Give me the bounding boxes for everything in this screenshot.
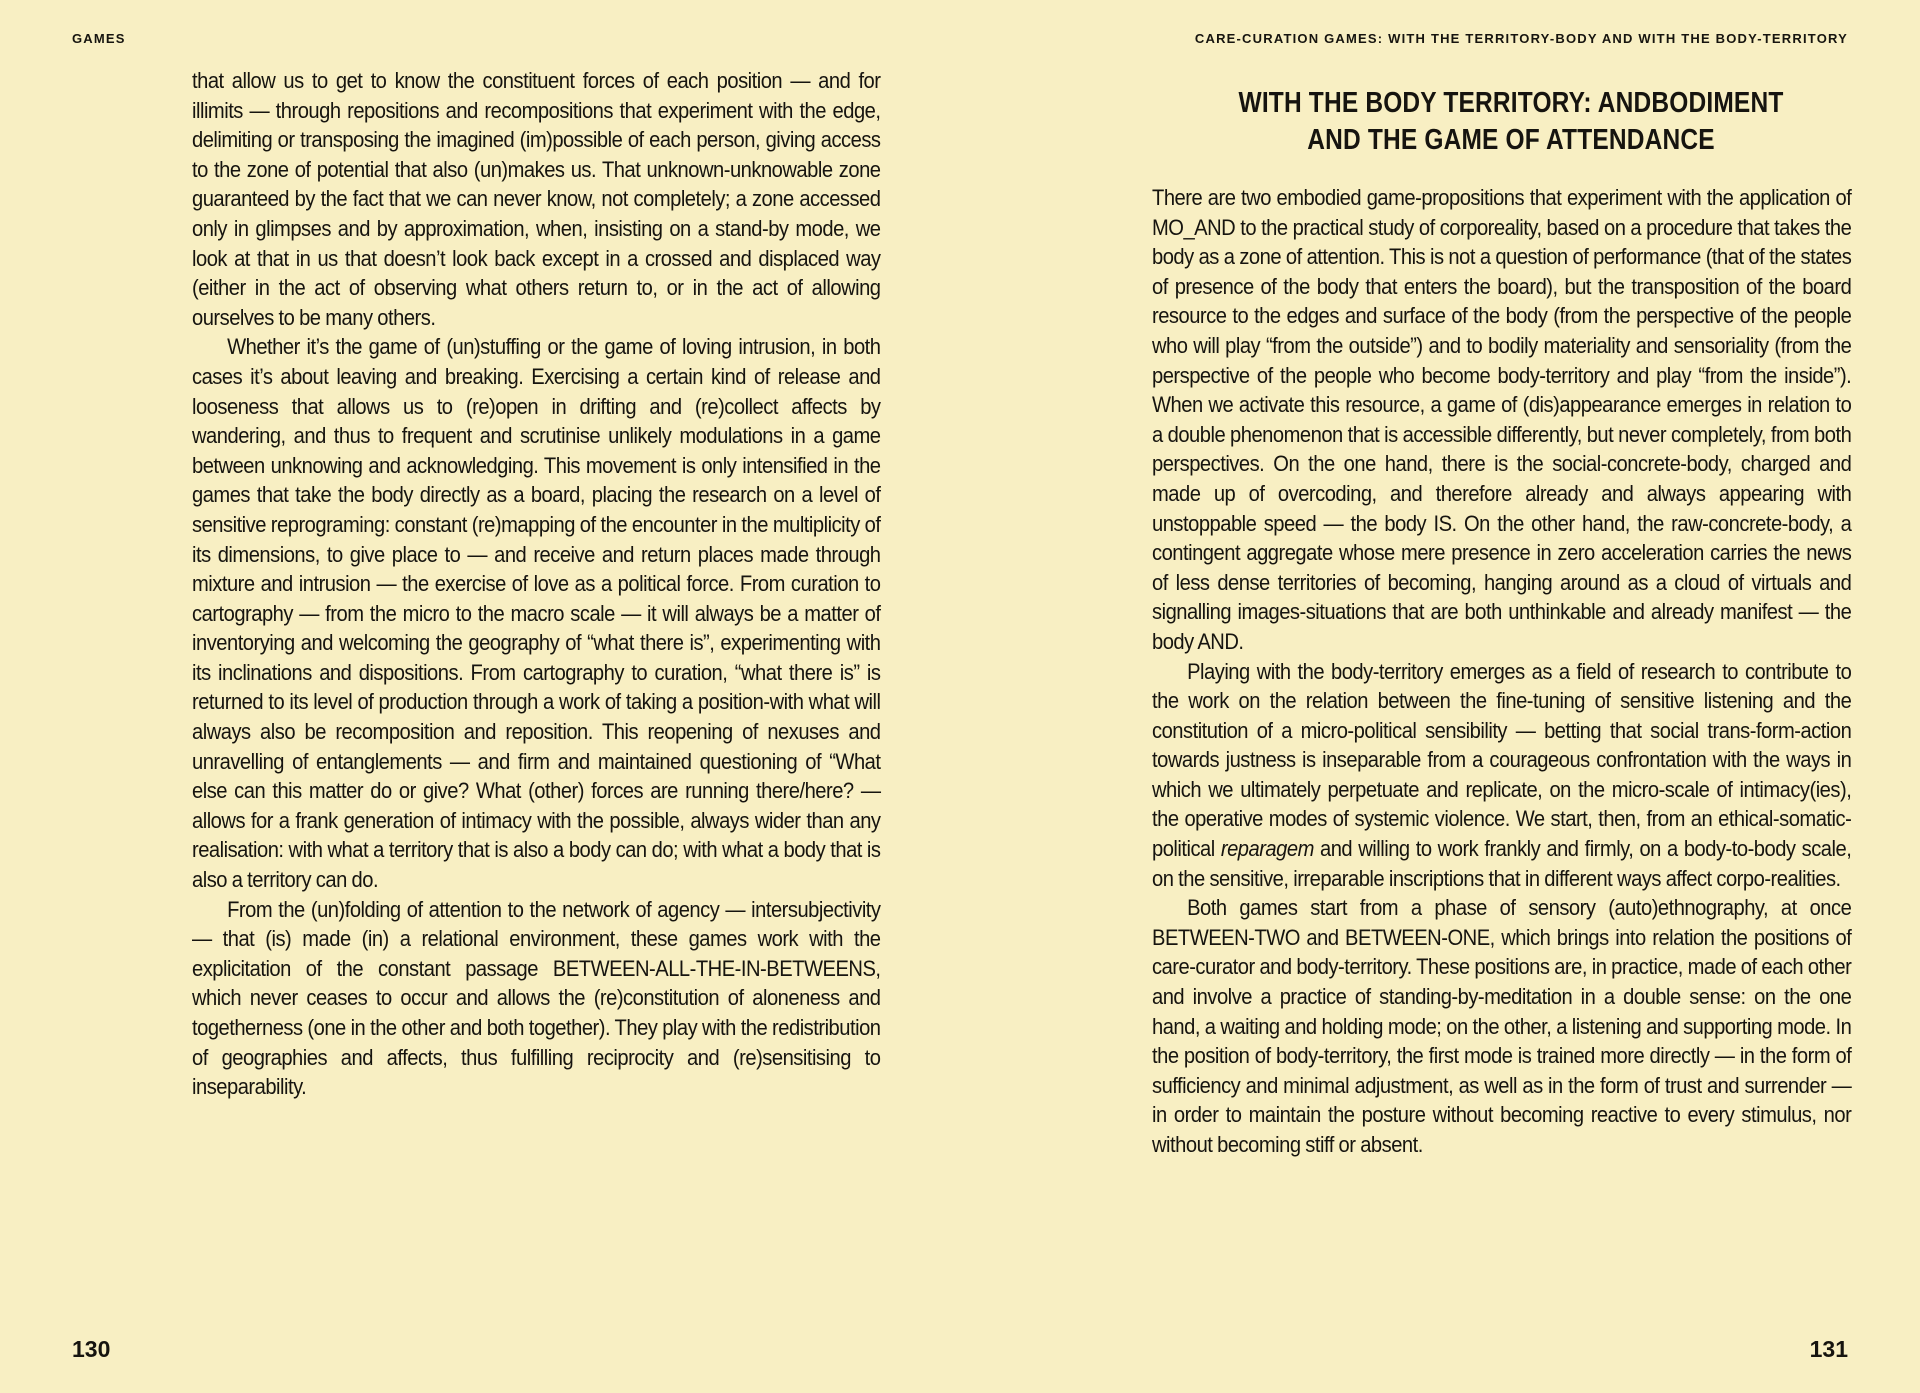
page-number-right: 131 bbox=[1809, 1336, 1848, 1362]
section-heading-line-1: WITH THE BODY TERRITORY: ANDBODIMENT bbox=[1238, 87, 1784, 119]
body-paragraph-3: Both games start from a phase of sensory (auto)ethnography, at once BETWEEN-TWO and BETWEEN-ONE, which brings into relation the positions of care-curator and body-territory. These positions are, in practice, made of each other and involve a practice of standing-by-meditation in a double sense: on the one hand, a waiting and holding mode; on the other, a listening and supporting mode. In the position of body-territory, the first mode is trained more directly — in the form of sufficiency and minimal adjustment, as well as in the form of trust and surrender — in order to maintain the posture without becoming reactive to every stimulus, nor without becoming stiff or absent. bbox=[1152, 895, 1852, 1157]
right-body-text bbox=[1152, 183, 1851, 1160]
paragraph-text-before-italic: Playing with the body-territory emerges as a field of research to contribute to the work on the relation between the fine-tuning of sensitive listening and the constitution of a micro-political sensibility — betting that social trans-form-action towards justness is inseparable from a courageous confrontation with the ways in which we ultimately perpetuate and replicate, on the micro-scale of intimacy(ies), the operative modes of systemic violence. We start, then, from an ethical-somatic-political bbox=[1152, 658, 1852, 862]
page-number-left: 130 bbox=[72, 1336, 111, 1362]
body-paragraph-2: Whether it’s the game of (un)stuffing or the game of loving intrusion, in both cases it’s about leaving and breaking. Exercising a certain kind of release and looseness that allows us to (re)open in drifting and (re)collect affects by wandering, and thus to frequent and scrutinise unlikely modulations in a game between unknowing and acknowledging. This movement is only intensified in the games that take the body directly as a board, placing the research on a level of sensitive reprograming: constant (re)mapping of the encounter in the multiplicity of its dimensions, to give place to — and receive and return places made through mixture and intrusion — the exercise of love as a political force. From curation to cartography — from the micro to the macro scale — it will always be a matter of inventorying and welcoming the geography of “what there is”, experimenting with its inclinations and dispositions. From cartography to curation, “what there is” is returned to its level of production through a work of taking a position-with what will always also be recomposition and reposition. This reopening of nexuses and unravelling of entanglements — and firm and maintained questioning of “What else can this matter do or give? What (other) forces are running there/here? — allows for a frank generation of intimacy with the possible, always wider than any realisation: with what a territory that is also a body can do; with what a body that is also a territory can do. bbox=[192, 334, 881, 893]
section-heading-line-2: AND THE GAME OF ATTENDANCE bbox=[1307, 123, 1715, 156]
body-paragraph-1: There are two embodied game-propositions that experiment with the application of MO_AND to the practical study of corporeality, based on a procedure that takes the body as a zone of attention. This is not a question of performance (that of the states of presence of the body that enters the board), but the transposition of the board resource to the edges and surface of the body (from the perspective of the people who will play “from the outside”) and to bodily materiality and sensoriality (from the perspective of the people who become body-territory and play “from the inside”). When we activate this resource, a game of (dis)appearance emerges in relation to a double phenomenon that is accessible differently, but never completely, from both perspectives. On the one hand, there is the social-concrete-body, charged and made up of overcoding, and therefore already and always appearing with unstoppable speed — the body IS. On the other hand, the raw-concrete-body, a contingent aggregate whose mere presence in zero acceleration carries the news of less dense territories of becoming, hanging around as a cloud of virtuals and signalling images-situations that are both unthinkable and already manifest — the body AND. bbox=[1152, 185, 1852, 654]
section-heading bbox=[1166, 85, 1856, 158]
running-head-right: CARE-CURATION GAMES: WITH THE TERRITORY-BODY AND WITH THE BODY-TERRITORY bbox=[1194, 31, 1848, 46]
body-paragraph-2 bbox=[1152, 657, 1851, 894]
right-page bbox=[960, 0, 1920, 1393]
body-paragraph-3: From the (un)folding of attention to the network of agency — intersubjectivity — that (is) made (in) a relational environment, these games work with the explicitation of the constant passage BETWEEN-ALL-THE-IN-BETWEENS, which never ceases to occur and allows the (re)constitution of aloneness and togetherness (one in the other and both together). They play with the redistribution of geographies and affects, thus fulfilling reciprocity and (re)sensitising to inseparability. bbox=[192, 896, 881, 1100]
running-head-left: GAMES bbox=[72, 31, 126, 46]
body-paragraph-1: that allow us to get to know the constituent forces of each position — and for illimits — through repositions and recompositions that experiment with the edge, delimiting or transposing the imagined (im)possible of each person, giving access to the zone of potential that also (un)makes us. That unknown-unknowable zone guaranteed by the fact that we can never know, not completely; a zone accessed only in glimpses and by approximation, when, insisting on a stand-by mode, we look at that in us that doesn’t look back except in a crossed and displaced way (either in the act of observing what others return to, or in the act of allowing ourselves to be many others. bbox=[192, 68, 881, 330]
left-body-text bbox=[192, 66, 881, 1102]
italic-term: reparagem bbox=[1220, 836, 1314, 862]
paragraph-text-after-italic: and willing to work frankly and firmly, on a body-to-body scale, on the sensitive, irreparable inscriptions that in different ways affect corpo-realities. bbox=[1152, 836, 1852, 891]
